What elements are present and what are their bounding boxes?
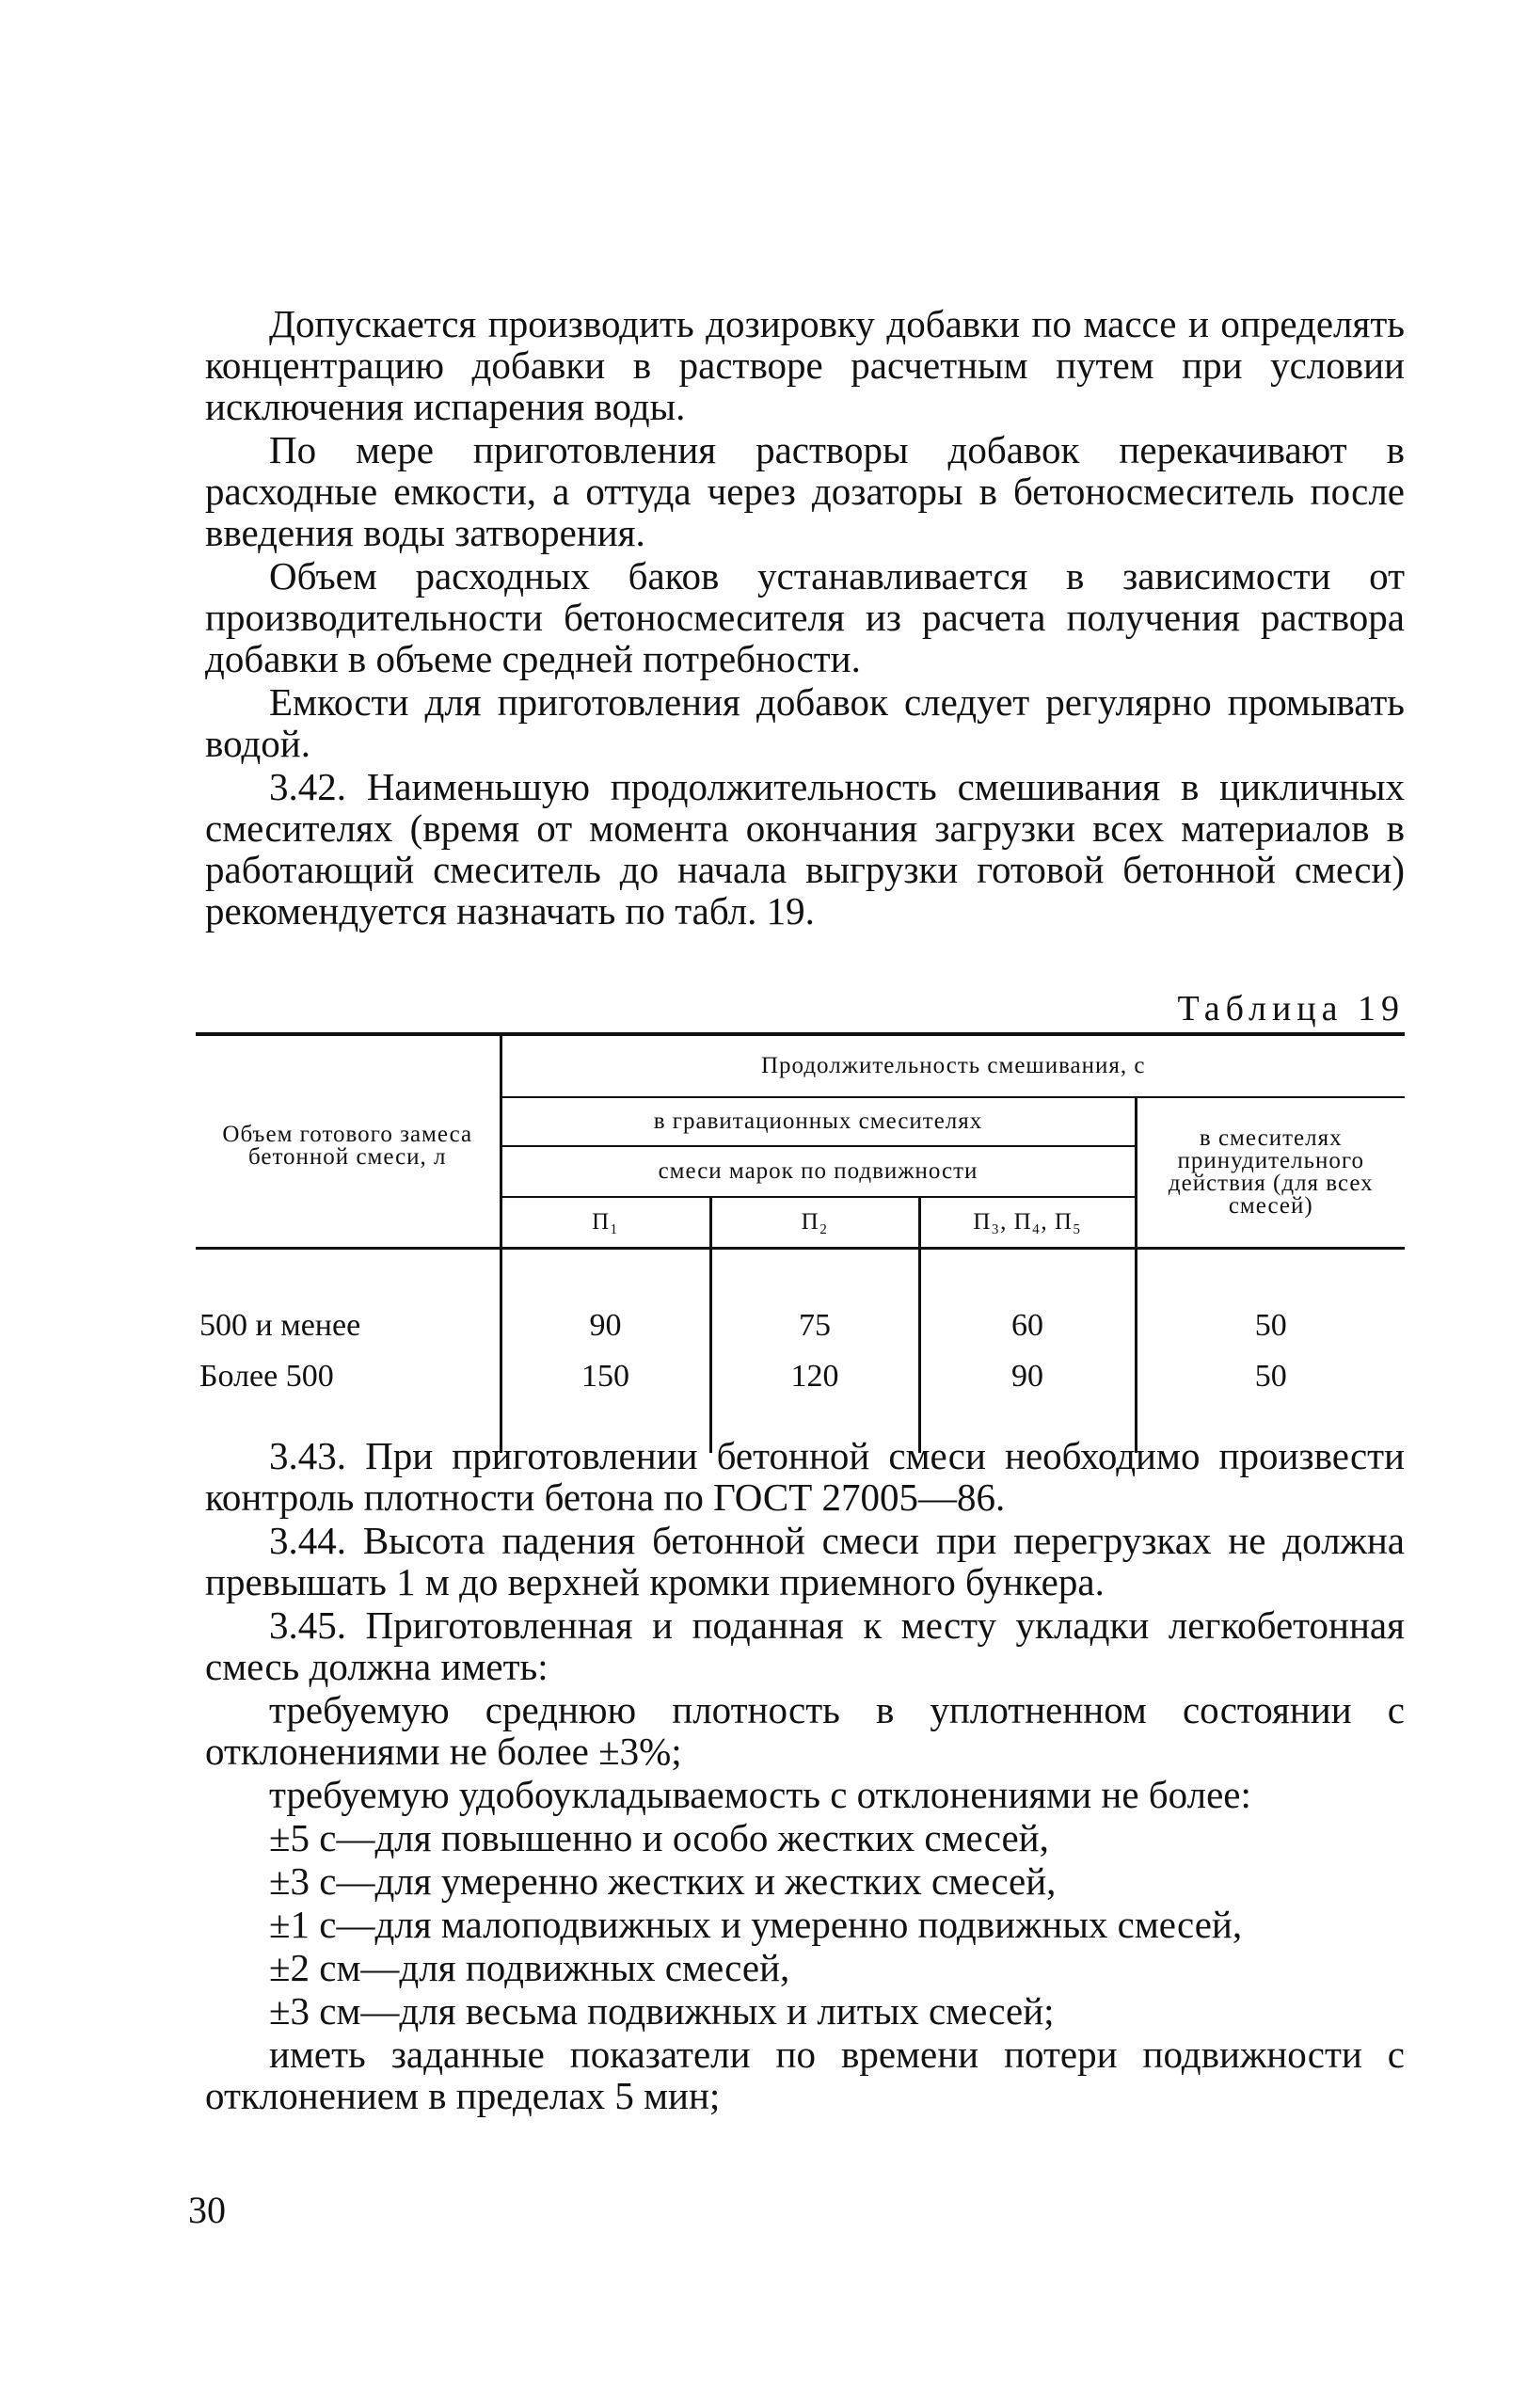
paragraph: По мере приготовления растворы добавок перекачивают в расходные емкости, а оттуда через дозаторы в бетоносмеситель после введения воды затворения. — [205, 428, 1405, 554]
paragraph: иметь заданные показатели по времени потери подвижности с отклонением в пределах 5 мин; — [205, 2033, 1405, 2117]
header-volume: Объем готового замеса бетонной смеси, л — [196, 1034, 501, 1249]
table-row — [196, 1300, 1405, 1351]
cell-forced: 50 — [1136, 1351, 1405, 1402]
header-grade-p1: П₁ — [501, 1197, 710, 1249]
table-19 — [196, 1032, 1405, 1453]
paragraph: ±5 с—для повышенно и особо жестких смесей, — [269, 1816, 1049, 1859]
cell-forced: 50 — [1136, 1300, 1405, 1351]
body-text-top — [205, 303, 1405, 933]
table-caption: Таблица 19 — [1177, 989, 1405, 1029]
paragraph: ±1 с—для малоподвижных и умеренно подвижных смесей, — [269, 1903, 1243, 1946]
body-text-bottom — [205, 1435, 1405, 2118]
header-gravity: в гравитационных смесителях — [501, 1097, 1136, 1146]
header-duration: Продолжительность смешивания, с — [501, 1034, 1405, 1097]
paragraph: требуемую среднюю плотность в уплотненном состоянии с отклонениями не более ±3%; — [205, 1688, 1405, 1773]
cell-p345: 90 — [919, 1351, 1136, 1402]
page-number: 30 — [188, 2189, 226, 2231]
paragraph: 3.42. Наименьшую продолжительность смешивания в цикличных смесителях (время от момента окончания загрузки всех материалов в работающий смеситель до начала выгрузки готовой бетонной смеси) рекомендуется назначать по табл. 19. — [205, 765, 1405, 933]
cell-p2: 75 — [710, 1300, 919, 1351]
paragraph: ±3 см—для весьма подвижных и литых смесей; — [269, 1989, 1055, 2033]
cell-p2: 120 — [710, 1351, 919, 1402]
paragraph: Объем расходных баков устанавливается в зависимости от производительности бетоносмесителя из расчета получения раствора добавки в объеме средней потребности. — [205, 554, 1405, 680]
cell-volume: 500 и менее — [199, 1308, 361, 1343]
header-forced: в смесителях принудительного действия (для всех смесей) — [1136, 1097, 1405, 1249]
paragraph: 3.44. Высота падения бетонной смеси при перегрузках не должна превышать 1 м до верхней кромки приемного бункера. — [205, 1519, 1405, 1603]
paragraph: 3.43. При приготовлении бетонной смеси необходимо произвести контроль плотности бетона по ГОСТ 27005—86. — [205, 1434, 1405, 1519]
paragraph: ±2 см—для подвижных смесей, — [269, 1946, 790, 1989]
paragraph: требуемую удобоукладываемость с отклонениями не более: — [269, 1773, 1251, 1816]
paragraph: Допускается производить дозировку добавки по массе и определять концентрацию добавки в растворе расчетным путем при условии исключения испарения воды. — [205, 302, 1405, 428]
cell-p1: 90 — [501, 1300, 710, 1351]
cell-volume: Более 500 — [199, 1359, 334, 1394]
cell-p345: 60 — [919, 1300, 1136, 1351]
header-grade-p345: П₃, П₄, П₅ — [919, 1197, 1136, 1249]
cell-p1: 150 — [501, 1351, 710, 1402]
table-row — [196, 1351, 1405, 1402]
header-mobility: смеси марок по подвижности — [501, 1146, 1136, 1197]
paragraph: 3.45. Приготовленная и поданная к месту укладки легкобетонная смесь должна иметь: — [205, 1603, 1405, 1688]
paragraph: Емкости для приготовления добавок следует регулярно промывать водой. — [205, 680, 1405, 765]
paragraph: ±3 с—для умеренно жестких и жестких смесей, — [269, 1859, 1057, 1903]
header-grade-p2: П₂ — [710, 1197, 919, 1249]
